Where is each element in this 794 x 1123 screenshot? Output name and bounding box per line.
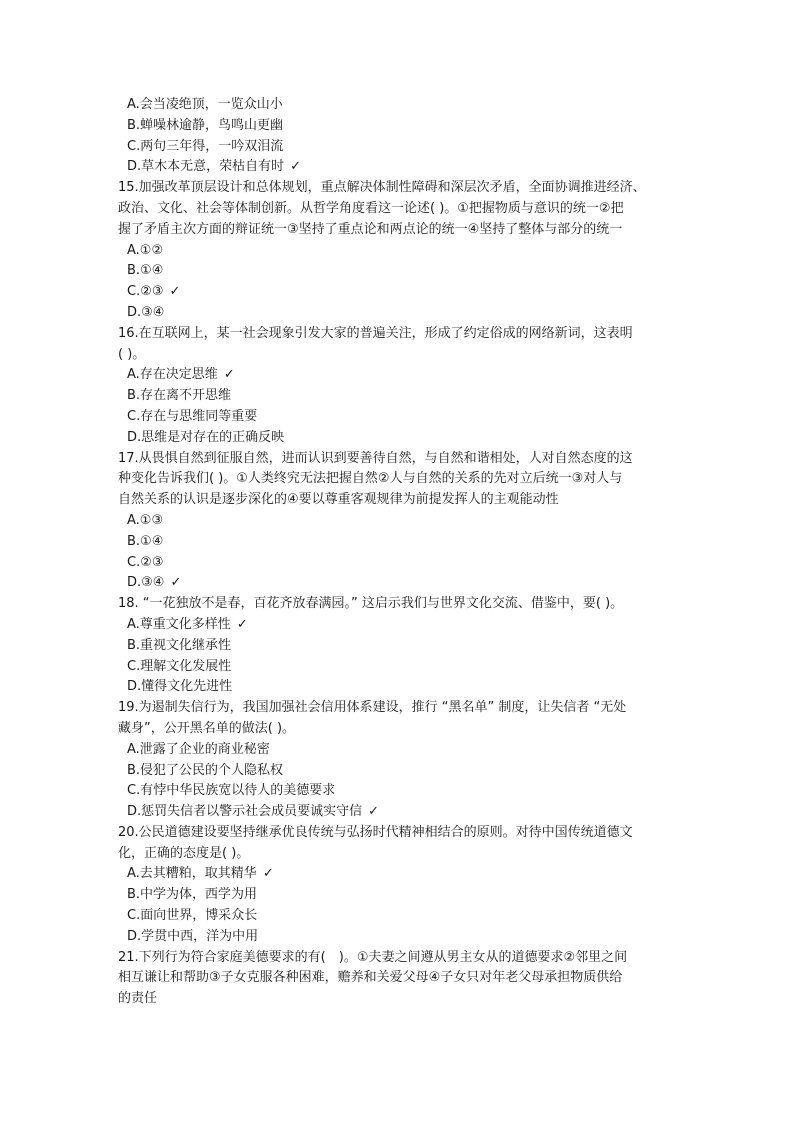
option-label: C.②③ — [127, 284, 164, 300]
question-text: 种变化告诉我们( )。①人类终究无法把握自然②人与自然的关系的先对立后统一③对人与 — [118, 471, 623, 487]
answer-option — [118, 157, 678, 178]
option-label: A.①③ — [127, 512, 164, 528]
option-label: D.惩罚失信者以警示社会成员要诚实守信 — [127, 804, 363, 820]
answer-option — [118, 864, 678, 885]
checkmark-icon: ✓ — [262, 866, 274, 882]
option-label: A.存在决定思维 — [127, 367, 218, 383]
question-text: 自然关系的认识是逐步深化的④要以尊重客观规律为前提发挥人的主观能动性 — [118, 492, 559, 508]
option-label: B.侵犯了公民的个人隐私权 — [127, 762, 284, 778]
answer-option — [118, 573, 678, 594]
question-text-line — [118, 199, 678, 220]
answer-option — [118, 761, 678, 782]
answer-option — [118, 116, 678, 137]
answer-option — [118, 428, 678, 449]
question-text: 15.加强改革顶层设计和总体规划，重点解决体制性障碍和深层次矛盾，全面协调推进经济、 — [118, 180, 646, 196]
answer-option — [118, 677, 678, 698]
question-text-line — [118, 968, 678, 989]
question-text-line — [118, 698, 678, 719]
answer-option — [118, 615, 678, 636]
option-label: D.学贯中西，洋为中用 — [127, 928, 259, 944]
question-text-line — [118, 449, 678, 470]
question-text: 政治、文化、社会等体制创新。从哲学角度看这一论述( )。①把握物质与意识的统一②把 — [118, 200, 624, 216]
answer-option — [118, 636, 678, 657]
checkmark-icon: ✓ — [368, 804, 380, 820]
answer-option — [118, 532, 678, 553]
option-label: C.②③ — [127, 554, 164, 570]
question-text-line — [118, 948, 678, 969]
question-text: 19.为遏制失信行为，我国加强社会信用体系建设，推行 “黑名单” 制度，让失信者 “无处 — [118, 700, 627, 716]
option-label: B.中学为体，西学为用 — [127, 887, 258, 903]
question-text: 的责任 — [118, 991, 158, 1007]
option-label: D.③④ — [127, 304, 165, 320]
option-label: A.①② — [127, 242, 164, 258]
answer-option — [118, 511, 678, 532]
option-label: C.有悖中华民族宽以待人的美德要求 — [127, 783, 336, 799]
checkmark-icon: ✓ — [290, 159, 302, 175]
option-label: A.去其糟粕，取其精华 — [127, 866, 257, 882]
answer-option — [118, 802, 678, 823]
option-label: C.存在与思维同等重要 — [127, 408, 258, 424]
question-text-line — [118, 989, 678, 1010]
answer-option — [118, 906, 678, 927]
question-text-line — [118, 220, 678, 241]
question-text: ( )。 — [118, 346, 146, 362]
answer-option — [118, 282, 678, 303]
option-label: B.蝉噪林逾静，鸟鸣山更幽 — [127, 117, 284, 133]
answer-option — [118, 885, 678, 906]
question-text-line — [118, 823, 678, 844]
question-text-line — [118, 324, 678, 345]
question-text-line — [118, 178, 678, 199]
question-text-line — [118, 469, 678, 490]
answer-option — [118, 261, 678, 282]
exam-document — [118, 95, 678, 1010]
option-label: A.尊重文化多样性 — [127, 616, 231, 632]
answer-option — [118, 303, 678, 324]
answer-option — [118, 137, 678, 158]
answer-option — [118, 657, 678, 678]
question-text: 18. “一花独放不是春，百花齐放春满园。” 这启示我们与世界文化交流、借鉴中，要( )。 — [118, 596, 624, 612]
question-text-line — [118, 594, 678, 615]
answer-option — [118, 553, 678, 574]
option-label: A.泄露了企业的商业秘密 — [127, 741, 270, 757]
question-text: 握了矛盾主次方面的辩证统一③坚持了重点论和两点论的统一④坚持了整体与部分的统一 — [118, 221, 623, 237]
checkmark-icon: ✓ — [169, 284, 181, 300]
option-label: D.草木本无意，荣枯自有时 — [127, 159, 285, 175]
option-label: B.重视文化继承性 — [127, 637, 232, 653]
checkmark-icon: ✓ — [223, 367, 235, 383]
option-label: B.存在离不开思维 — [127, 388, 232, 404]
question-text: 16.在互联网上，某一社会现象引发大家的普遍关注，形成了约定俗成的网络新词，这表明 — [118, 325, 633, 341]
option-label: A.会当凌绝顶，一览众山小 — [127, 97, 283, 112]
answer-option — [118, 365, 678, 386]
option-label: D.懂得文化先进性 — [127, 679, 233, 695]
question-text-line — [118, 719, 678, 740]
question-text: 21.下列行为符合家庭美德要求的有( )。①夫妻之间遵从男主女从的道德要求②邻里之间 — [118, 949, 628, 965]
answer-option — [118, 386, 678, 407]
question-text: 20.公民道德建设要坚持继承优良传统与弘扬时代精神相结合的原则。对待中国传统道德文 — [118, 824, 633, 840]
option-label: D.思维是对存在的正确反映 — [127, 429, 285, 445]
option-label: B.①④ — [127, 533, 164, 549]
option-label: C.面向世界，博采众长 — [127, 908, 258, 924]
answer-option — [118, 781, 678, 802]
checkmark-icon: ✓ — [170, 575, 182, 591]
question-text: 相互谦让和帮助③子女克服各种困难，赡养和关爱父母④子女只对年老父母承担物质供给 — [118, 970, 623, 986]
question-text-line — [118, 345, 678, 366]
option-label: D.③④ — [127, 575, 165, 591]
answer-option — [118, 407, 678, 428]
answer-option — [118, 927, 678, 948]
question-text: 藏身”，公开黑名单的做法( )。 — [118, 720, 296, 736]
question-text: 17.从畏惧自然到征服自然，进而认识到要善待自然，与自然和谐相处，人对自然态度的这 — [118, 450, 633, 466]
option-label: B.①④ — [127, 263, 164, 279]
question-text: 化，正确的态度是( )。 — [118, 845, 250, 861]
answer-option — [118, 740, 678, 761]
checkmark-icon: ✓ — [236, 616, 248, 632]
answer-option — [118, 95, 678, 116]
option-label: C.理解文化发展性 — [127, 658, 232, 674]
answer-option — [118, 241, 678, 262]
question-text-line — [118, 490, 678, 511]
option-label: C.两句三年得，一吟双泪流 — [127, 138, 284, 154]
question-text-line — [118, 844, 678, 865]
